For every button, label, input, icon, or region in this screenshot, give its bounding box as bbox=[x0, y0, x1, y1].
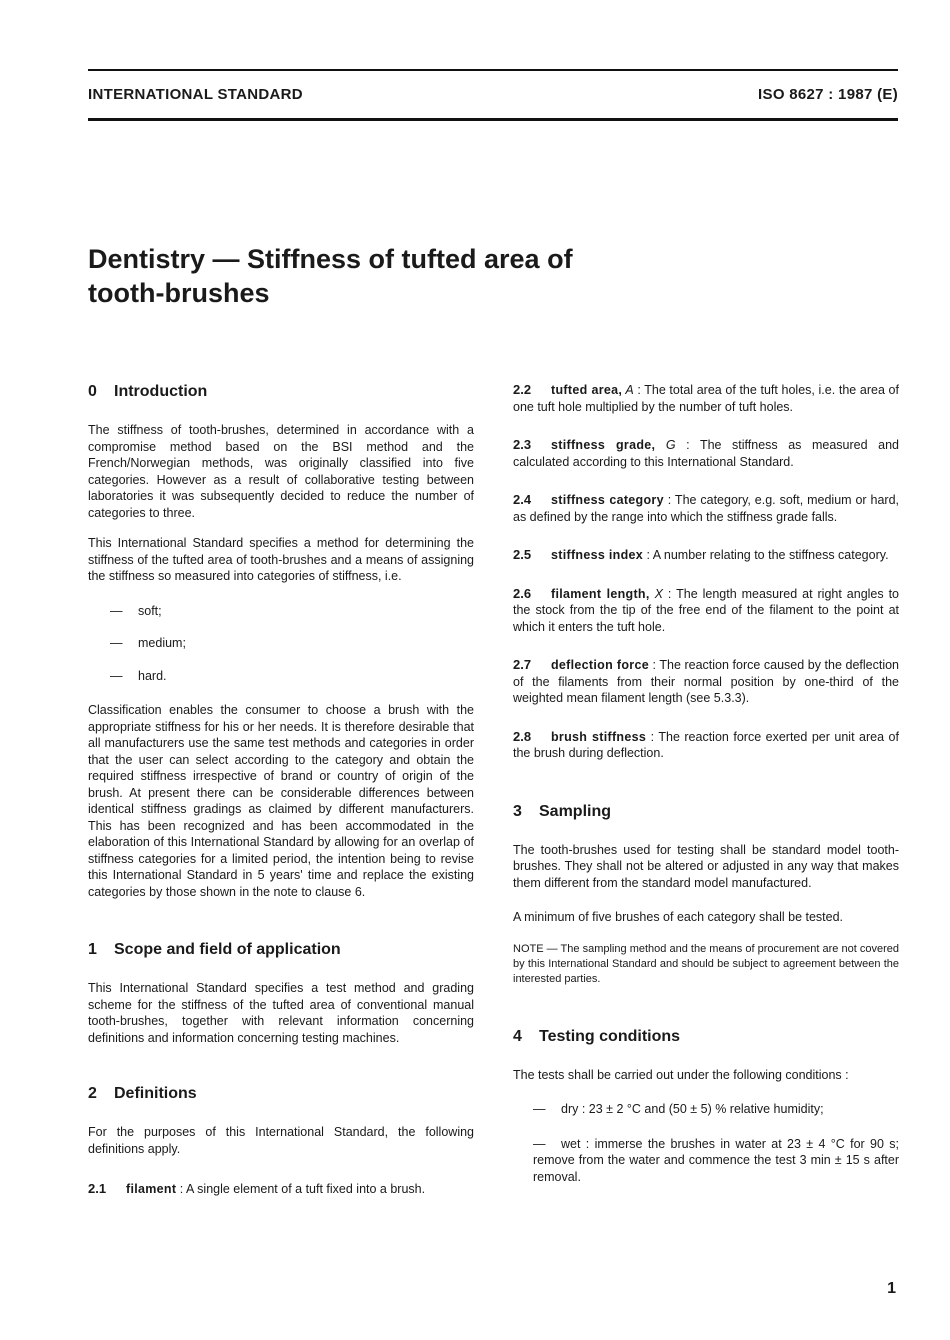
sampling-paragraph-2: A minimum of five brushes of each category shall be tested. bbox=[513, 910, 844, 924]
definitions-intro: For the purposes of this International Standard, the following definitions apply. bbox=[88, 1125, 474, 1156]
section-2-heading bbox=[88, 1084, 474, 1104]
header-standard-type: INTERNATIONAL STANDARD bbox=[88, 86, 303, 103]
definition-2-8: 2.8 brush stiffness : The reaction force exerted per unit area of the brush during deflection. bbox=[513, 728, 899, 760]
section-0-heading bbox=[88, 382, 474, 402]
intro-paragraph-1: The stiffness of tooth-brushes, determined in accordance with a compromise method based on the BSI method and the French/Norwegian methods, was originally classified into five categories. However as a result of collaborative testing between laboratories it was subsequently decided to reduce the number of categories to three. bbox=[88, 423, 474, 520]
section-1-number: 1 bbox=[88, 941, 97, 958]
section-4-number: 4 bbox=[513, 1027, 522, 1045]
section-3-heading bbox=[513, 802, 899, 822]
section-2-title: Definitions bbox=[114, 1085, 197, 1102]
section-3-title: Sampling bbox=[539, 802, 612, 820]
definition-2-5: 2.5 stiffness index : A number relating to the stiffness category. bbox=[513, 547, 889, 562]
section-1-heading bbox=[88, 940, 474, 960]
intro-paragraph-2: This International Standard specifies a method for determining the stiffness of the tufted area of tooth-brushes and a means of assigning the stiffness so measured into categories of stiffness, i.e. bbox=[88, 536, 474, 583]
page-number: 1 bbox=[887, 1280, 896, 1297]
right-column bbox=[513, 382, 899, 1199]
header-top-rule bbox=[88, 69, 898, 71]
section-4-title: Testing conditions bbox=[539, 1027, 681, 1045]
sampling-note: NOTE — The sampling method and the means of procurement are not covered by this International Standard and should be subject to agreement between the interested parties. bbox=[513, 942, 899, 985]
section-0-title: Introduction bbox=[114, 383, 208, 400]
list-item: — medium; bbox=[110, 636, 186, 650]
title-line-1: Dentistry — Stiffness of tufted area of bbox=[88, 244, 573, 274]
definition-2-3: 2.3 stiffness grade, G : The stiffness as measured and calculated according to this International Standard. bbox=[513, 437, 899, 469]
definition-2-4: 2.4 stiffness category : The category, e.g. soft, medium or hard, as defined by the range into which the stiffness grade falls. bbox=[513, 492, 900, 524]
left-column bbox=[88, 382, 474, 1212]
list-item: — hard. bbox=[110, 668, 167, 683]
sampling-paragraph-1: The tooth-brushes used for testing shall be standard model tooth-brushes. They shall not be altered or adjusted in any way that makes them different from the standard model manufactured. bbox=[513, 842, 899, 890]
scope-paragraph: This International Standard specifies a test method and grading scheme for the stiffness of the tufted area of conventional manual tooth-brushes, together with relevant information concerning definitions and information concerning testing machines. bbox=[88, 981, 474, 1045]
title-line-2: tooth-brushes bbox=[88, 278, 270, 308]
definition-2-1: 2.1 filament : A single element of a tuft fixed into a brush. bbox=[88, 1181, 426, 1196]
testing-conditions-intro: The tests shall be carried out under the following conditions : bbox=[513, 1067, 849, 1082]
intro-paragraph-3: Classification enables the consumer to choose a brush with the appropriate stiffness for his or her needs. It is therefore desirable that all manufacturers use the same test methods and categories in order that the user can select according to the category and obtain the required stiffness irrespective of brand or country of origin of the brush. At present there can be considerable differences between identical stiffness gradings as claimed by different manufacturers. This has been recognized and has been accommodated in the elaboration of this International Standard by allowing for an overlap of stiffness categories for a limited period, the intention being to revise this International Standard in 5 years' time and replace the existing categories by those shown in the note to clause 6. bbox=[88, 703, 474, 899]
header-standard-number: ISO 8627 : 1987 (E) bbox=[758, 86, 898, 103]
section-4-heading bbox=[513, 1027, 899, 1047]
section-1-title: Scope and field of application bbox=[114, 941, 341, 958]
document-title bbox=[88, 242, 788, 310]
section-3-number: 3 bbox=[513, 802, 522, 820]
section-2-number: 2 bbox=[88, 1085, 97, 1102]
condition-wet: — wet : immerse the brushes in water at 23 ± 4 °C for 90 s; remove from the water and commence the test 3 min ± 15 s after removal. bbox=[533, 1136, 899, 1184]
definition-2-7: 2.7 deflection force : The reaction force caused by the deflection of the filaments from their normal position by one-third of the weighted mean filament length (see 5.3.3). bbox=[513, 657, 900, 705]
definition-2-2: 2.2 tufted area, A : The total area of the tuft holes, i.e. the area of one tuft hole multiplied by the number of tuft holes. bbox=[513, 382, 899, 414]
definition-2-6: 2.6 filament length, X : The length measured at right angles to the stock from the tip of the free end of the filament to the point at which it enters the tuft hole. bbox=[513, 585, 900, 634]
header-bottom-rule bbox=[88, 118, 898, 121]
section-0-number: 0 bbox=[88, 383, 97, 400]
condition-dry: — dry : 23 ± 2 °C and (50 ± 5) % relative humidity; bbox=[533, 1102, 824, 1116]
list-item: — soft; bbox=[110, 603, 162, 618]
